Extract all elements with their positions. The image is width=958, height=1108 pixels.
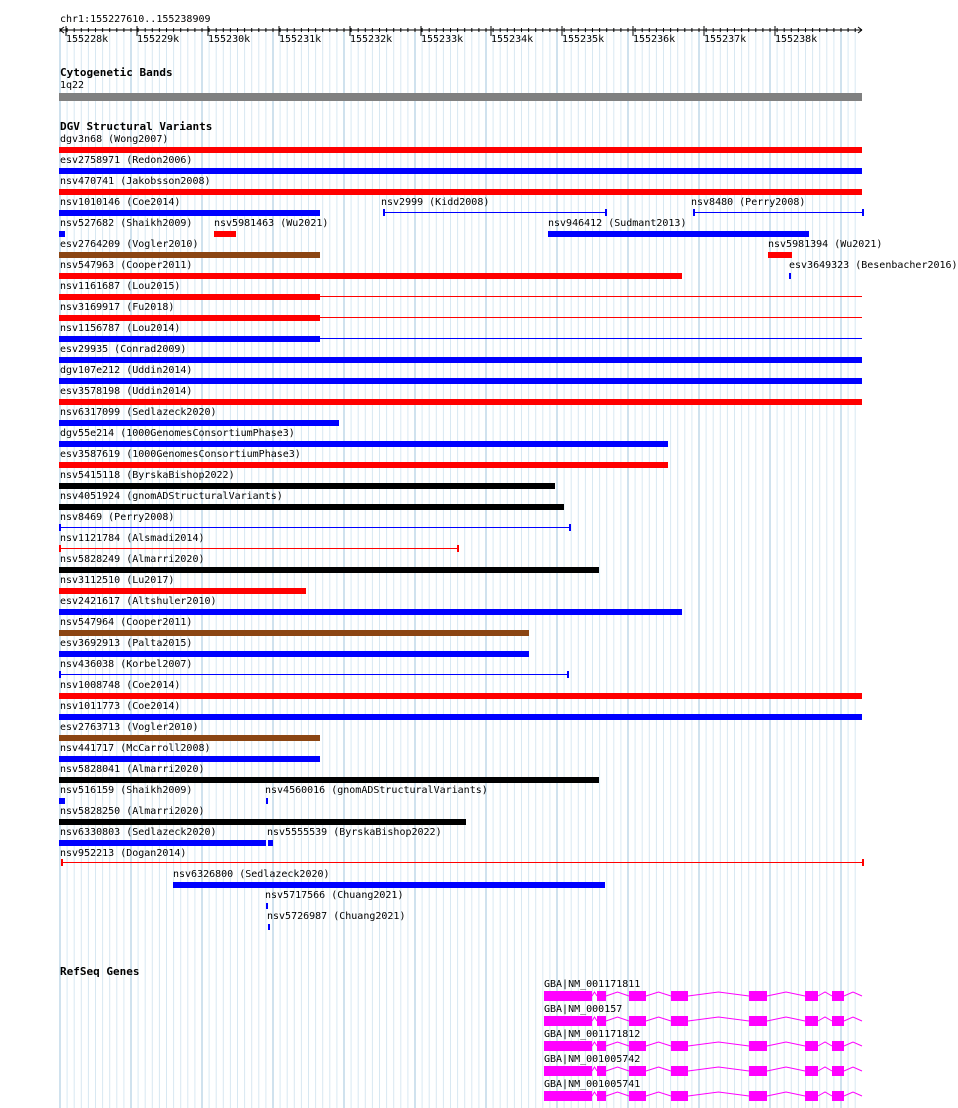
variant-label[interactable]: nsv1161687 (Lou2015)	[60, 281, 181, 292]
variant-label[interactable]: nsv5415118 (ByrskaBishop2022)	[60, 470, 235, 481]
variant-line[interactable]	[61, 862, 862, 863]
variant-end-cap	[693, 209, 695, 216]
variant-label[interactable]: nsv5828250 (Almarri2020)	[60, 806, 205, 817]
variant-bar[interactable]	[268, 840, 273, 846]
variant-bar[interactable]	[59, 378, 862, 384]
variant-label[interactable]: nsv436038 (Korbel2007)	[60, 659, 193, 670]
variant-line[interactable]	[59, 548, 457, 549]
variant-bar[interactable]	[59, 819, 466, 825]
variant-bar[interactable]	[266, 798, 268, 804]
variant-end-cap	[457, 545, 459, 552]
variant-bar[interactable]	[59, 210, 320, 216]
variant-bar[interactable]	[789, 273, 791, 279]
variant-label[interactable]: nsv1121784 (Alsmadi2014)	[60, 533, 205, 544]
variant-bar[interactable]	[59, 336, 320, 342]
variant-bar[interactable]	[59, 567, 599, 573]
ruler-tick-label: 155228k	[66, 34, 109, 45]
ruler-tick-label: 155238k	[775, 34, 818, 45]
variant-bar[interactable]	[59, 294, 320, 300]
variant-bar[interactable]	[59, 399, 862, 405]
transcript-label[interactable]: GBA|NM_001005741	[544, 1079, 641, 1090]
ruler-tick-label: 155235k	[562, 34, 605, 45]
variant-bar[interactable]	[548, 231, 809, 237]
variant-line[interactable]	[320, 338, 862, 339]
variant-label[interactable]: esv3649323 (Besenbacher2016)	[789, 260, 958, 271]
variant-label[interactable]: nsv5726987 (Chuang2021)	[267, 911, 406, 922]
variant-bar[interactable]	[59, 357, 862, 363]
variant-bar[interactable]	[59, 756, 320, 762]
variant-label[interactable]: nsv547964 (Cooper2011)	[60, 617, 193, 628]
ruler-tick-label: 155230k	[208, 34, 251, 45]
variant-end-cap	[605, 209, 607, 216]
variant-bar[interactable]	[59, 609, 682, 615]
variant-bar[interactable]	[59, 273, 682, 279]
variant-bar[interactable]	[266, 903, 268, 909]
ruler-tick-label: 155229k	[137, 34, 180, 45]
dgv-track-title: DGV Structural Variants	[60, 120, 213, 133]
variant-end-cap	[567, 671, 569, 678]
variant-bar[interactable]	[59, 483, 555, 489]
ruler-tick-label: 155233k	[421, 34, 464, 45]
variant-end-cap	[383, 209, 385, 216]
variant-label[interactable]: nsv547963 (Cooper2011)	[60, 260, 193, 271]
variant-label[interactable]: nsv946412 (Sudmant2013)	[548, 218, 687, 229]
variant-label[interactable]: esv2764209 (Vogler2010)	[60, 239, 199, 250]
variant-bar[interactable]	[59, 231, 65, 237]
transcript-label[interactable]: GBA|NM_001005742	[544, 1054, 641, 1065]
cytoband-bar[interactable]	[59, 93, 862, 101]
variant-label[interactable]: esv3692913 (Palta2015)	[60, 638, 193, 649]
variant-label[interactable]: dgv107e212 (Uddin2014)	[60, 365, 193, 376]
variant-label[interactable]: nsv527682 (Shaikh2009)	[60, 218, 193, 229]
variant-label[interactable]: nsv5828249 (Almarri2020)	[60, 554, 205, 565]
variant-bar[interactable]	[768, 252, 792, 258]
variant-label[interactable]: nsv3112510 (Lu2017)	[60, 575, 175, 586]
variant-bar[interactable]	[59, 777, 599, 783]
variant-end-cap	[862, 209, 864, 216]
variant-end-cap	[61, 859, 63, 866]
variant-bar[interactable]	[59, 798, 65, 804]
variant-bar[interactable]	[268, 924, 270, 930]
locus-label: chr1:155227610..155238909	[60, 14, 211, 25]
variant-bar[interactable]	[59, 504, 564, 510]
variant-line[interactable]	[59, 527, 569, 528]
variant-end-cap	[862, 859, 864, 866]
variant-label[interactable]: nsv1156787 (Lou2014)	[60, 323, 181, 334]
variant-bar[interactable]	[59, 693, 862, 699]
variant-bar[interactable]	[59, 168, 862, 174]
variant-label[interactable]: esv2421617 (Altshuler2010)	[60, 596, 217, 607]
variant-bar[interactable]	[173, 882, 605, 888]
variant-label[interactable]: nsv8469 (Perry2008)	[60, 512, 175, 523]
variant-label[interactable]: nsv5828041 (Almarri2020)	[60, 764, 205, 775]
variant-label[interactable]: nsv1008748 (Coe2014)	[60, 680, 181, 691]
variant-bar[interactable]	[59, 252, 320, 258]
transcript-label[interactable]: GBA|NM_001171811	[544, 979, 641, 990]
ruler-tick-label: 155231k	[279, 34, 322, 45]
cytoband-track-title: Cytogenetic Bands	[60, 66, 173, 79]
variant-label[interactable]: esv3578198 (Uddin2014)	[60, 386, 193, 397]
variant-line[interactable]	[59, 674, 567, 675]
variant-bar[interactable]	[59, 588, 306, 594]
variant-label[interactable]: nsv5981463 (Wu2021)	[214, 218, 329, 229]
variant-label[interactable]: nsv4560016 (gnomADStructuralVariants)	[265, 785, 488, 796]
variant-label[interactable]: nsv1010146 (Coe2014)	[60, 197, 181, 208]
refseq-track-title: RefSeq Genes	[60, 965, 140, 978]
variant-label[interactable]: nsv6317099 (Sedlazeck2020)	[60, 407, 217, 418]
variant-label[interactable]: nsv4051924 (gnomADStructuralVariants)	[60, 491, 283, 502]
variant-end-cap	[569, 524, 571, 531]
ruler-tick-label: 155234k	[491, 34, 534, 45]
variant-label[interactable]: dgv55e214 (1000GenomesConsortiumPhase3)	[60, 428, 295, 439]
variant-label[interactable]: dgv3n68 (Wong2007)	[60, 134, 169, 145]
ruler-tick-label: 155237k	[704, 34, 747, 45]
ruler-tick-label: 155232k	[350, 34, 393, 45]
variant-label[interactable]: nsv441717 (McCarroll2008)	[60, 743, 211, 754]
transcript-label[interactable]: GBA|NM_001171812	[544, 1029, 641, 1040]
variant-label[interactable]: nsv5981394 (Wu2021)	[768, 239, 883, 250]
variant-label[interactable]: nsv6326800 (Sedlazeck2020)	[173, 869, 330, 880]
variant-label[interactable]: esv29935 (Conrad2009)	[60, 344, 187, 355]
variant-label[interactable]: nsv5555539 (ByrskaBishop2022)	[267, 827, 442, 838]
variant-bar[interactable]	[59, 840, 266, 846]
variant-line[interactable]	[693, 212, 862, 213]
variant-label[interactable]: nsv5717566 (Chuang2021)	[265, 890, 404, 901]
variant-label[interactable]: esv2763713 (Vogler2010)	[60, 722, 199, 733]
variant-end-cap	[59, 524, 61, 531]
variant-label[interactable]: nsv6330803 (Sedlazeck2020)	[60, 827, 217, 838]
variant-end-cap	[59, 545, 61, 552]
variant-label[interactable]: esv3587619 (1000GenomesConsortiumPhase3)	[60, 449, 301, 460]
variant-bar[interactable]	[214, 231, 236, 237]
variant-line[interactable]	[320, 296, 862, 297]
variant-label[interactable]: nsv2999 (Kidd2008)	[381, 197, 490, 208]
variant-bar[interactable]	[59, 147, 862, 153]
variant-bar[interactable]	[59, 714, 862, 720]
ruler-tick-label: 155236k	[633, 34, 676, 45]
transcript-label[interactable]: GBA|NM_000157	[544, 1004, 623, 1015]
variant-bar[interactable]	[59, 420, 339, 426]
variant-bar[interactable]	[59, 315, 320, 321]
variant-label[interactable]: nsv470741 (Jakobsson2008)	[60, 176, 211, 187]
variant-line[interactable]	[383, 212, 605, 213]
variant-bar[interactable]	[59, 651, 529, 657]
variant-label[interactable]: nsv516159 (Shaikh2009)	[60, 785, 193, 796]
variant-bar[interactable]	[59, 735, 320, 741]
variant-line[interactable]	[320, 317, 862, 318]
cytoband-label: 1q22	[60, 80, 85, 91]
variant-label[interactable]: nsv3169917 (Fu2018)	[60, 302, 175, 313]
variant-label[interactable]: nsv8480 (Perry2008)	[691, 197, 806, 208]
variant-label[interactable]: esv2758971 (Redon2006)	[60, 155, 193, 166]
variant-bar[interactable]	[59, 189, 862, 195]
variant-bar[interactable]	[59, 462, 668, 468]
variant-end-cap	[59, 671, 61, 678]
position-ruler[interactable]	[0, 0, 890, 60]
variant-label[interactable]: nsv1011773 (Coe2014)	[60, 701, 181, 712]
variant-label[interactable]: nsv952213 (Dogan2014)	[60, 848, 187, 859]
variant-bar[interactable]	[59, 441, 668, 447]
variant-bar[interactable]	[59, 630, 529, 636]
